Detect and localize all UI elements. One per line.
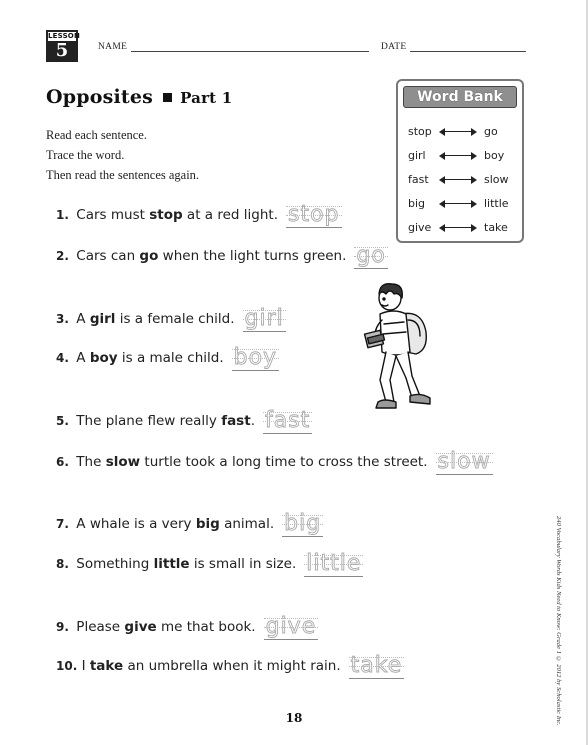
word-bank-opposite: little — [484, 197, 509, 210]
double-arrow-icon — [442, 203, 474, 204]
double-arrow-icon — [442, 227, 474, 228]
sentence-item — [56, 346, 279, 371]
word-bank-pair — [408, 149, 518, 163]
word-bank-pair — [408, 173, 518, 187]
trace-word[interactable]: girl — [244, 306, 284, 331]
target-word: take — [89, 658, 124, 674]
sentence-item — [56, 615, 318, 640]
sentence-item — [56, 512, 323, 537]
date-line[interactable] — [410, 51, 526, 52]
sentence-number: 4. — [56, 351, 69, 365]
boy-with-backpack-illustration — [350, 280, 440, 416]
sentence-number: 2. — [56, 249, 69, 263]
sentence-text: Cars can — [76, 248, 140, 264]
target-word: fast — [221, 413, 251, 429]
sentence-text: is a male child. — [117, 350, 224, 366]
word-bank-pair — [408, 221, 518, 235]
sentence-item — [56, 244, 388, 269]
sentence-text: at a red light. — [182, 207, 278, 223]
date-field[interactable] — [381, 42, 526, 52]
word-bank-word: girl — [408, 149, 426, 162]
trace-word[interactable]: little — [306, 551, 362, 576]
target-word: big — [195, 516, 220, 532]
sentence-text: A whale is a very — [76, 516, 196, 532]
sentence-text: Please — [76, 619, 125, 635]
sentence-text: Cars must — [76, 207, 150, 223]
sentence-number: 8. — [56, 557, 69, 571]
sentence-item — [56, 450, 493, 475]
title-main: Opposites — [46, 86, 154, 108]
sentence-number: 5. — [56, 414, 69, 428]
trace-word[interactable]: stop — [287, 202, 340, 227]
sentence-number: 9. — [56, 620, 69, 634]
trace-word[interactable]: big — [284, 511, 322, 536]
page-title — [46, 86, 232, 108]
word-bank-word: stop — [408, 125, 432, 138]
word-bank-title: Word Bank — [403, 86, 517, 108]
trace-word[interactable]: fast — [264, 408, 311, 433]
word-bank-opposite: boy — [484, 149, 505, 162]
square-bullet-icon — [163, 93, 172, 102]
trace-word[interactable]: take — [350, 653, 403, 678]
copyright-credit: 240 Vocabulary Words Kids Need to Know: Grade 1 © 2012 by Scholastic Inc. — [555, 516, 562, 726]
sentence-item — [56, 307, 286, 332]
target-word: go — [139, 248, 159, 264]
sentence-text: turtle took a long time to cross the street. — [140, 454, 428, 470]
word-bank-word: give — [408, 221, 432, 234]
target-word: slow — [105, 454, 141, 470]
target-word: girl — [89, 311, 116, 327]
word-bank-pair — [408, 125, 518, 139]
sentence-text: is small in size. — [189, 556, 297, 572]
name-label: NAME — [98, 42, 128, 52]
sentence-number: 7. — [56, 517, 69, 531]
sentence-item — [56, 552, 363, 577]
double-arrow-icon — [442, 155, 474, 156]
lesson-number: 5 — [55, 40, 69, 61]
instruction-line: Then read the sentences again. — [46, 168, 200, 182]
word-bank-opposite: slow — [484, 173, 509, 186]
word-bank-pair — [408, 197, 518, 211]
date-label: DATE — [381, 42, 407, 52]
sentence-item — [56, 203, 342, 228]
word-bank-opposite: go — [484, 125, 498, 138]
double-arrow-icon — [442, 131, 474, 132]
sentence-text: I — [81, 658, 90, 674]
target-word: stop — [149, 207, 183, 223]
instruction-line: Trace the word. — [46, 148, 125, 162]
double-arrow-icon — [442, 179, 474, 180]
title-part: Part 1 — [180, 89, 233, 107]
sentence-number: 1. — [56, 208, 69, 222]
sentence-text: me that book. — [156, 619, 256, 635]
word-bank-opposite: take — [484, 221, 508, 234]
trace-word[interactable]: give — [265, 614, 317, 639]
sentence-text: A — [76, 350, 90, 366]
trace-word[interactable]: go — [356, 243, 386, 268]
name-field[interactable] — [98, 42, 369, 52]
trace-word[interactable]: slow — [437, 449, 491, 474]
sentence-item — [56, 654, 404, 679]
sentence-text: when the light turns green. — [158, 248, 347, 264]
target-word: little — [153, 556, 190, 572]
sentence-item — [56, 409, 312, 434]
sentence-number: 10. — [56, 659, 78, 673]
instruction-line: Read each sentence. — [46, 128, 147, 142]
trace-word[interactable]: boy — [233, 345, 278, 370]
sentence-text: A — [76, 311, 90, 327]
lesson-label: LESSON — [48, 32, 81, 40]
page-number: 18 — [285, 711, 303, 725]
sentence-text: animal. — [219, 516, 275, 532]
sentence-text: an umbrella when it might rain. — [123, 658, 341, 674]
lesson-badge — [46, 30, 81, 62]
target-word: give — [124, 619, 157, 635]
word-bank — [396, 79, 524, 243]
sentence-text: . — [250, 413, 255, 429]
word-bank-word: fast — [408, 173, 429, 186]
sentence-text: The — [76, 454, 106, 470]
sentence-text: The plane flew really — [76, 413, 222, 429]
sentence-text: is a female child. — [115, 311, 235, 327]
sentence-number: 3. — [56, 312, 69, 326]
sentence-number: 6. — [56, 455, 69, 469]
target-word: boy — [89, 350, 118, 366]
name-line[interactable] — [131, 51, 369, 52]
sentence-text: Something — [76, 556, 154, 572]
word-bank-word: big — [408, 197, 426, 210]
